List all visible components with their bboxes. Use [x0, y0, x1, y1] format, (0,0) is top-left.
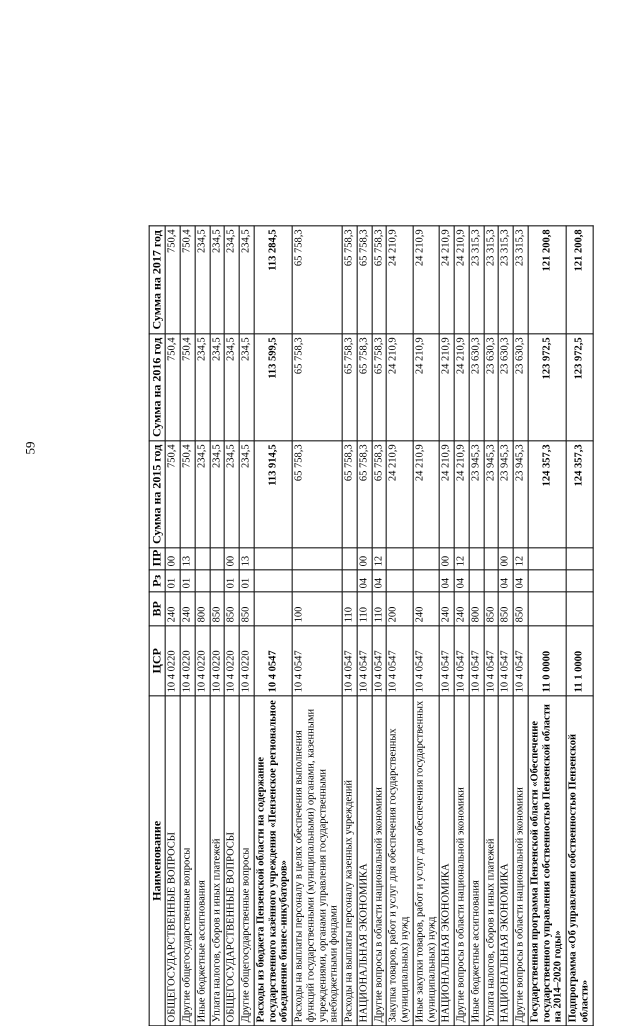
cell-pr: [484, 548, 499, 570]
cell-name: Другие вопросы в области национальной экономики: [513, 696, 528, 1026]
cell-sum-2016: 23 630,3: [499, 334, 514, 441]
cell-sum-2017: 24 210,9: [413, 226, 440, 334]
cell-vr: [254, 592, 292, 626]
cell-sum-2016: 65 758,3: [372, 334, 387, 441]
cell-sum-2015: 113 914,5: [254, 441, 292, 548]
cell-pr: [566, 548, 593, 570]
cell-csr: 10 4 0547: [342, 626, 357, 696]
cell-sum-2016: 24 210,9: [413, 334, 440, 441]
cell-vr: 100: [292, 592, 342, 626]
cell-pr: [210, 548, 225, 570]
cell-sum-2017: 121 200,8: [566, 226, 593, 334]
cell-rz: [254, 570, 292, 592]
cell-name: Подпрограмма «Об управлении собственностью Пензенской области»: [566, 696, 593, 1026]
cell-csr: 11 0 0000: [528, 626, 566, 696]
cell-vr: 110: [372, 592, 387, 626]
cell-csr: 10 4 0547: [454, 626, 469, 696]
cell-rz: [387, 570, 414, 592]
cell-pr: 12: [454, 548, 469, 570]
cell-name: Государственная программа Пензенской области «Обеспечение государственного управления собственностью Пензенской области на 2014–2020 годы»: [528, 696, 566, 1026]
cell-rz: [566, 570, 593, 592]
cell-sum-2017: 750,4: [166, 226, 181, 334]
table-row: [499, 226, 514, 1026]
cell-name: Закупка товаров, работ и услуг для обеспечения государственных (муниципальных) нужд: [387, 696, 414, 1026]
cell-pr: 13: [239, 548, 254, 570]
cell-rz: [484, 570, 499, 592]
cell-sum-2016: 23 630,3: [484, 334, 499, 441]
cell-sum-2016: 234,5: [210, 334, 225, 441]
cell-sum-2015: 124 357,3: [566, 441, 593, 548]
cell-name: Другие общегосударственные вопросы: [239, 696, 254, 1026]
cell-csr: 10 4 0220: [166, 626, 181, 696]
cell-pr: 12: [513, 548, 528, 570]
cell-pr: [469, 548, 484, 570]
cell-csr: 10 4 0547: [484, 626, 499, 696]
cell-sum-2017: 65 758,3: [292, 226, 342, 334]
table-row: [195, 226, 210, 1026]
cell-sum-2015: 65 758,3: [357, 441, 372, 548]
cell-sum-2015: 750,4: [166, 441, 181, 548]
cell-rz: [195, 570, 210, 592]
cell-vr: 850: [484, 592, 499, 626]
table-row: [225, 226, 240, 1026]
cell-rz: [292, 570, 342, 592]
cell-rz: 01: [166, 570, 181, 592]
cell-csr: 10 4 0220: [239, 626, 254, 696]
cell-csr: 10 4 0547: [254, 626, 292, 696]
cell-name: НАЦИОНАЛЬНАЯ ЭКОНОМИКА: [499, 696, 514, 1026]
cell-pr: [254, 548, 292, 570]
table-row: [413, 226, 440, 1026]
header-sum-2017: Сумма на 2017 год: [149, 226, 165, 334]
cell-name: Другие вопросы в области национальной экономики: [372, 696, 387, 1026]
cell-vr: 240: [166, 592, 181, 626]
budget-table: [149, 225, 594, 1026]
cell-name: НАЦИОНАЛЬНАЯ ЭКОНОМИКА: [357, 696, 372, 1026]
cell-csr: 10 4 0547: [469, 626, 484, 696]
cell-sum-2017: 24 210,9: [440, 226, 455, 334]
cell-csr: 10 4 0547: [372, 626, 387, 696]
cell-sum-2016: 65 758,3: [342, 334, 357, 441]
cell-sum-2015: 234,5: [225, 441, 240, 548]
cell-sum-2017: 65 758,3: [372, 226, 387, 334]
cell-sum-2016: 234,5: [225, 334, 240, 441]
cell-sum-2016: 750,4: [166, 334, 181, 441]
cell-rz: [413, 570, 440, 592]
cell-vr: 110: [342, 592, 357, 626]
cell-name: Расходы на выплаты персоналу казенных учреждений: [342, 696, 357, 1026]
cell-sum-2017: 23 315,3: [469, 226, 484, 334]
table-header-row: [149, 226, 165, 1026]
cell-sum-2016: 234,5: [195, 334, 210, 441]
cell-sum-2016: 23 630,3: [469, 334, 484, 441]
cell-sum-2017: 23 315,3: [484, 226, 499, 334]
cell-sum-2015: 65 758,3: [292, 441, 342, 548]
cell-rz: 01: [239, 570, 254, 592]
cell-sum-2016: 234,5: [239, 334, 254, 441]
cell-pr: [342, 548, 357, 570]
cell-sum-2016: 113 599,5: [254, 334, 292, 441]
cell-csr: 10 4 0547: [387, 626, 414, 696]
cell-rz: 01: [180, 570, 195, 592]
table-row: [180, 226, 195, 1026]
cell-sum-2015: 23 945,3: [513, 441, 528, 548]
cell-pr: [387, 548, 414, 570]
table-row: [469, 226, 484, 1026]
table-row: [239, 226, 254, 1026]
table-row: [484, 226, 499, 1026]
table-row: [528, 226, 566, 1026]
cell-sum-2015: 65 758,3: [372, 441, 387, 548]
cell-sum-2017: 65 758,3: [342, 226, 357, 334]
cell-sum-2015: 234,5: [195, 441, 210, 548]
cell-pr: 00: [166, 548, 181, 570]
cell-csr: 10 4 0547: [292, 626, 342, 696]
cell-vr: 240: [180, 592, 195, 626]
cell-sum-2017: 23 315,3: [513, 226, 528, 334]
table-row: [440, 226, 455, 1026]
cell-name: ОБЩЕГОСУДАРСТВЕННЫЕ ВОПРОСЫ: [166, 696, 181, 1026]
cell-vr: 110: [357, 592, 372, 626]
cell-csr: 10 4 0547: [357, 626, 372, 696]
cell-rz: 04: [440, 570, 455, 592]
cell-sum-2017: 234,5: [210, 226, 225, 334]
cell-sum-2017: 113 284,5: [254, 226, 292, 334]
cell-vr: [528, 592, 566, 626]
cell-pr: [528, 548, 566, 570]
cell-rz: 04: [454, 570, 469, 592]
cell-sum-2015: 24 210,9: [413, 441, 440, 548]
cell-sum-2016: 65 758,3: [292, 334, 342, 441]
table-row: [387, 226, 414, 1026]
cell-name: Иные закупки товаров, работ и услуг для обеспечения государственных (муниципальных) нужд: [413, 696, 440, 1026]
cell-pr: 12: [372, 548, 387, 570]
cell-csr: 10 4 0220: [225, 626, 240, 696]
cell-pr: 13: [180, 548, 195, 570]
cell-sum-2016: 123 972,5: [566, 334, 593, 441]
table-row: [513, 226, 528, 1026]
cell-rz: [210, 570, 225, 592]
cell-csr: 10 4 0547: [499, 626, 514, 696]
cell-sum-2015: 23 945,3: [484, 441, 499, 548]
cell-csr: 10 4 0220: [195, 626, 210, 696]
cell-sum-2017: 24 210,9: [387, 226, 414, 334]
cell-csr: 10 4 0547: [413, 626, 440, 696]
cell-csr: 10 4 0220: [180, 626, 195, 696]
cell-vr: 850: [499, 592, 514, 626]
cell-name: Расходы из бюджета Пензенской области на содержание государственного казённого учреждения «Пензенское региональное объединение бизнес-инкубаторов»: [254, 696, 292, 1026]
cell-name: Другие общегосударственные вопросы: [180, 696, 195, 1026]
cell-sum-2016: 750,4: [180, 334, 195, 441]
table-row: [210, 226, 225, 1026]
cell-rz: [528, 570, 566, 592]
header-pr: ПР: [149, 548, 165, 570]
cell-rz: 04: [372, 570, 387, 592]
cell-sum-2015: 24 210,9: [454, 441, 469, 548]
cell-csr: 10 4 0547: [440, 626, 455, 696]
cell-name: ОБЩЕГОСУДАРСТВЕННЫЕ ВОПРОСЫ: [225, 696, 240, 1026]
cell-name: Расходы на выплаты персоналу в целях обеспечения выполнения функций государственными (муниципальными) органами, казенными учреждениями, органами управления государственными внебюджетными фондами: [292, 696, 342, 1026]
cell-sum-2015: 124 357,3: [528, 441, 566, 548]
cell-vr: 200: [387, 592, 414, 626]
cell-vr: 240: [413, 592, 440, 626]
cell-sum-2015: 24 210,9: [440, 441, 455, 548]
cell-pr: 00: [225, 548, 240, 570]
cell-pr: [195, 548, 210, 570]
cell-sum-2016: 24 210,9: [454, 334, 469, 441]
cell-sum-2015: 23 945,3: [469, 441, 484, 548]
table-row: [342, 226, 357, 1026]
cell-vr: 240: [440, 592, 455, 626]
cell-vr: 850: [225, 592, 240, 626]
cell-sum-2016: 65 758,3: [357, 334, 372, 441]
cell-sum-2016: 24 210,9: [440, 334, 455, 441]
cell-sum-2015: 234,5: [239, 441, 254, 548]
cell-name: Иные бюджетные ассигнования: [195, 696, 210, 1026]
budget-sheet: [149, 226, 594, 1026]
cell-sum-2016: 24 210,9: [387, 334, 414, 441]
header-vr: ВР: [149, 592, 165, 626]
cell-vr: 850: [239, 592, 254, 626]
cell-rz: 04: [513, 570, 528, 592]
cell-rz: 04: [357, 570, 372, 592]
cell-name: Уплата налогов, сборов и иных платежей: [484, 696, 499, 1026]
cell-sum-2017: 234,5: [239, 226, 254, 334]
cell-rz: 04: [499, 570, 514, 592]
cell-vr: 800: [469, 592, 484, 626]
cell-csr: 10 4 0547: [513, 626, 528, 696]
table-row: [357, 226, 372, 1026]
cell-vr: [566, 592, 593, 626]
cell-pr: 00: [499, 548, 514, 570]
cell-sum-2015: 65 758,3: [342, 441, 357, 548]
cell-sum-2017: 750,4: [180, 226, 195, 334]
cell-vr: 850: [513, 592, 528, 626]
cell-rz: [469, 570, 484, 592]
cell-pr: [292, 548, 342, 570]
cell-rz: 01: [225, 570, 240, 592]
cell-name: Иные бюджетные ассигнования: [469, 696, 484, 1026]
cell-sum-2015: 24 210,9: [387, 441, 414, 548]
cell-sum-2017: 23 315,3: [499, 226, 514, 334]
cell-vr: 240: [454, 592, 469, 626]
table-row: [372, 226, 387, 1026]
cell-name: Другие вопросы в области национальной экономики: [454, 696, 469, 1026]
table-row: [254, 226, 292, 1026]
cell-sum-2015: 234,5: [210, 441, 225, 548]
cell-csr: 10 4 0220: [210, 626, 225, 696]
cell-sum-2016: 123 972,5: [528, 334, 566, 441]
table-row: [166, 226, 181, 1026]
cell-sum-2017: 65 758,3: [357, 226, 372, 334]
cell-sum-2017: 121 200,8: [528, 226, 566, 334]
header-rz: Рз: [149, 570, 165, 592]
cell-rz: [342, 570, 357, 592]
cell-vr: 800: [195, 592, 210, 626]
cell-sum-2017: 24 210,9: [454, 226, 469, 334]
cell-sum-2017: 234,5: [225, 226, 240, 334]
cell-name: Уплата налогов, сборов и иных платежей: [210, 696, 225, 1026]
cell-sum-2015: 750,4: [180, 441, 195, 548]
cell-sum-2016: 23 630,3: [513, 334, 528, 441]
table-row: [566, 226, 593, 1026]
cell-sum-2015: 23 945,3: [499, 441, 514, 548]
cell-name: НАЦИОНАЛЬНАЯ ЭКОНОМИКА: [440, 696, 455, 1026]
table-row: [292, 226, 342, 1026]
header-sum-2015: Сумма на 2015 год: [149, 441, 165, 548]
cell-sum-2017: 234,5: [195, 226, 210, 334]
header-name: Наименование: [149, 696, 165, 1026]
cell-csr: 11 1 0000: [566, 626, 593, 696]
cell-pr: [413, 548, 440, 570]
cell-pr: 00: [357, 548, 372, 570]
page-number: 59: [22, 441, 38, 455]
header-sum-2016: Сумма на 2016 год: [149, 334, 165, 441]
cell-pr: 00: [440, 548, 455, 570]
table-row: [454, 226, 469, 1026]
header-csr: ЦСР: [149, 626, 165, 696]
cell-vr: 850: [210, 592, 225, 626]
table-body: [166, 226, 593, 1026]
